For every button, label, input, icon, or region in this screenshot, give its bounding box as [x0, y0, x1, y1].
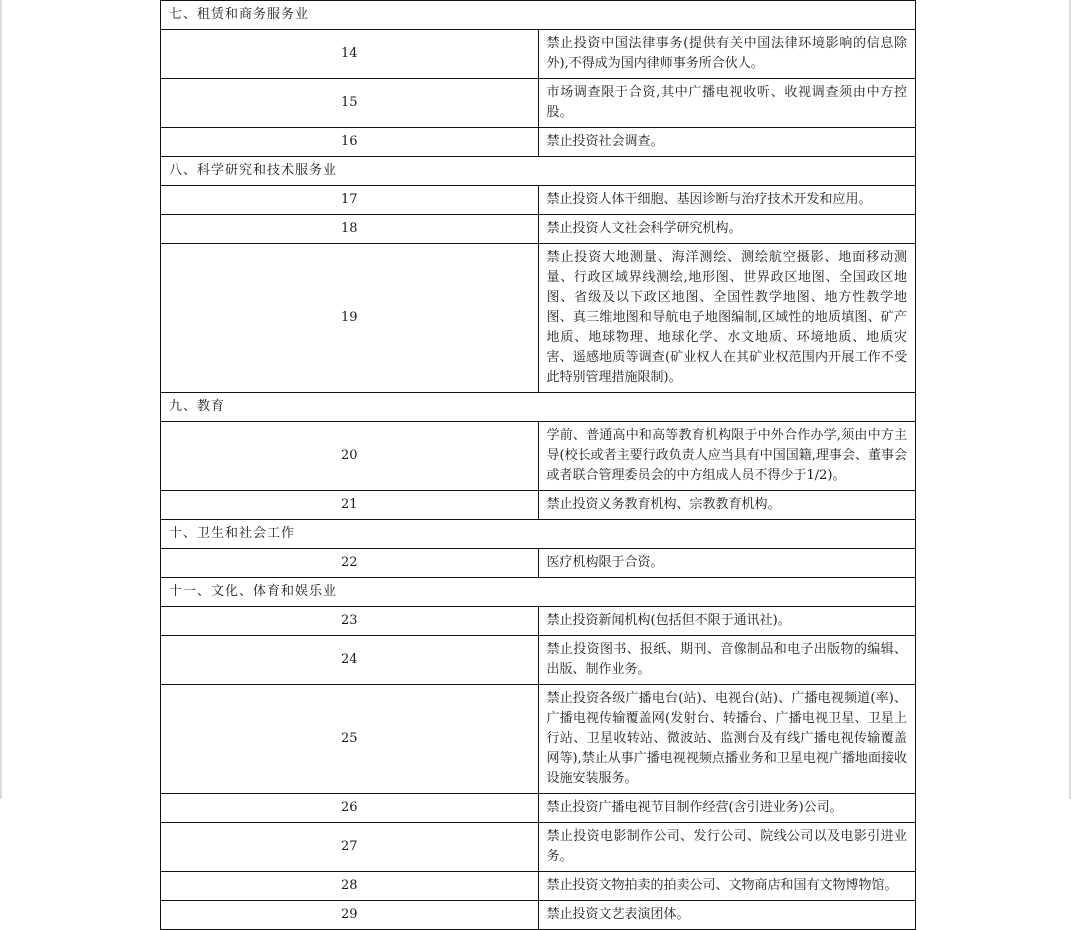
table-row [161, 636, 916, 685]
page-edge-left [0, 0, 2, 799]
item-number: 29 [161, 901, 539, 930]
section-row [161, 393, 916, 422]
item-text: 禁止投资社会调查。 [538, 128, 916, 157]
item-text: 禁止投资广播电视节目制作经营(含引进业务)公司。 [538, 794, 916, 823]
table-row [161, 901, 916, 930]
item-number: 26 [161, 794, 539, 823]
section-title: 七、租赁和商务服务业 [161, 1, 916, 30]
section-row [161, 157, 916, 186]
item-text: 禁止投资电影制作公司、发行公司、院线公司以及电影引进业务。 [538, 823, 916, 872]
table-row [161, 79, 916, 128]
table-row [161, 549, 916, 578]
section-row [161, 578, 916, 607]
item-number: 21 [161, 491, 539, 520]
item-number: 16 [161, 128, 539, 157]
item-number: 22 [161, 549, 539, 578]
item-text: 禁止投资人体干细胞、基因诊断与治疗技术开发和应用。 [538, 186, 916, 215]
section-row [161, 1, 916, 30]
table-row [161, 215, 916, 244]
item-text: 禁止投资人文社会科学研究机构。 [538, 215, 916, 244]
item-number: 27 [161, 823, 539, 872]
item-number: 20 [161, 422, 539, 491]
item-text: 禁止投资图书、报纸、期刊、音像制品和电子出版物的编辑、出版、制作业务。 [538, 636, 916, 685]
section-title: 八、科学研究和技术服务业 [161, 157, 916, 186]
special-measures-table [160, 0, 916, 930]
item-text: 市场调查限于合资,其中广播电视收听、收视调查须由中方控股。 [538, 79, 916, 128]
item-text: 禁止投资文物拍卖的拍卖公司、文物商店和国有文物博物馆。 [538, 872, 916, 901]
item-text: 学前、普通高中和高等教育机构限于中外合作办学,须由中方主导(校长或者主要行政负责人应当具有中国国籍,理事会、董事会或者联合管理委员会的中方组成人员不得少于1/2)。 [538, 422, 916, 491]
item-number: 15 [161, 79, 539, 128]
item-text: 禁止投资各级广播电台(站)、电视台(站)、广播电视频道(率)、广播电视传输覆盖网(发射台、转播台、广播电视卫星、卫星上行站、卫星收转站、微波站、监测台及有线广播电视传输覆盖网等),禁止从事广播电视视频点播业务和卫星电视广播地面接收设施安装服务。 [538, 685, 916, 794]
item-number: 25 [161, 685, 539, 794]
item-text: 禁止投资义务教育机构、宗教教育机构。 [538, 491, 916, 520]
item-text: 禁止投资新闻机构(包括但不限于通讯社)。 [538, 607, 916, 636]
table-row [161, 186, 916, 215]
item-number: 28 [161, 872, 539, 901]
section-title: 十一、文化、体育和娱乐业 [161, 578, 916, 607]
table-row [161, 128, 916, 157]
item-text: 禁止投资大地测量、海洋测绘、测绘航空摄影、地面移动测量、行政区域界线测绘,地形图、世界政区地图、全国政区地图、省级及以下政区地图、全国性教学地图、地方性教学地图、真三维地图和导航电子地图编制,区域性的地质填图、矿产地质、地球物理、地球化学、水文地质、环境地质、地质灾害、遥感地质等调查(矿业权人在其矿业权范围内开展工作不受此特别管理措施限制)。 [538, 244, 916, 393]
item-number: 18 [161, 215, 539, 244]
table-row [161, 794, 916, 823]
item-number: 17 [161, 186, 539, 215]
table-row [161, 607, 916, 636]
section-title: 十、卫生和社会工作 [161, 520, 916, 549]
table-row [161, 422, 916, 491]
item-text: 医疗机构限于合资。 [538, 549, 916, 578]
item-text: 禁止投资中国法律事务(提供有关中国法律环境影响的信息除外),不得成为国内律师事务所合伙人。 [538, 30, 916, 79]
item-number: 23 [161, 607, 539, 636]
table-row [161, 30, 916, 79]
table-row [161, 685, 916, 794]
item-number: 24 [161, 636, 539, 685]
item-number: 19 [161, 244, 539, 393]
table-row [161, 823, 916, 872]
section-title: 九、教育 [161, 393, 916, 422]
table-row [161, 491, 916, 520]
table-row [161, 244, 916, 393]
item-number: 14 [161, 30, 539, 79]
section-row [161, 520, 916, 549]
table-row [161, 872, 916, 901]
item-text: 禁止投资文艺表演团体。 [538, 901, 916, 930]
